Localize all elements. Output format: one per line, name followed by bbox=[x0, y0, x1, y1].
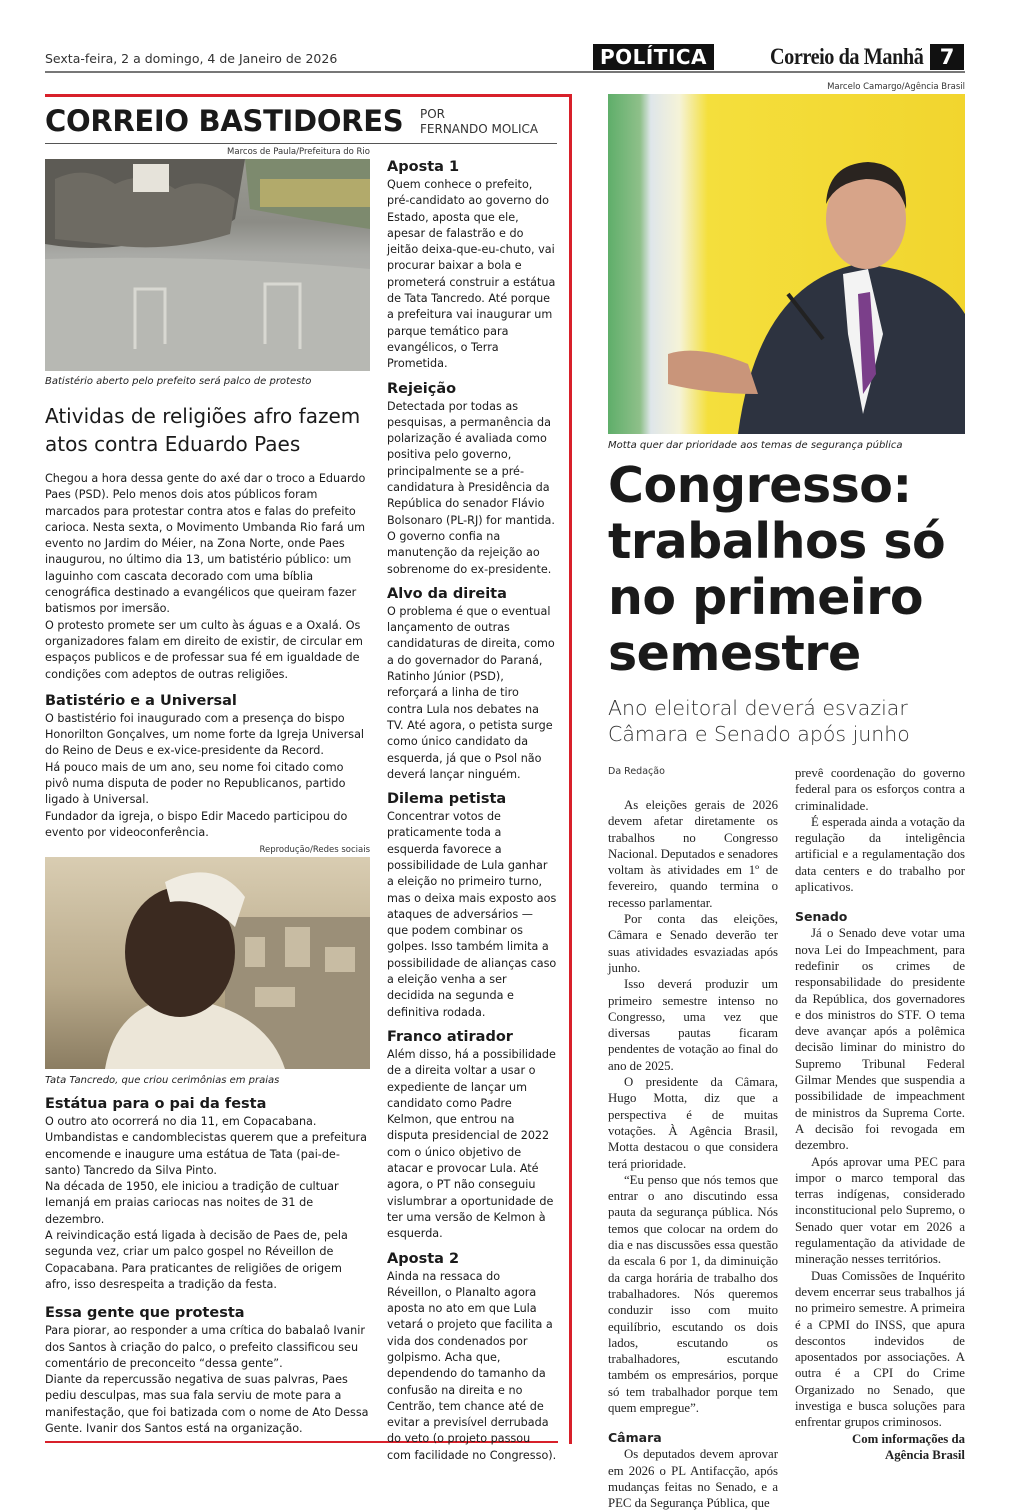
subheading: Estátua para o pai da festa bbox=[45, 1096, 267, 1112]
photo-credit: Reprodução/Redes sociais bbox=[259, 845, 370, 855]
header-divider bbox=[45, 71, 965, 73]
notes-column bbox=[387, 157, 557, 1464]
deck: Ano eleitoral deverá esvaziar Câmara e Senado após junho bbox=[608, 696, 910, 746]
main-headline: Congresso: trabalhos só no primeiro semestre bbox=[608, 457, 946, 682]
paragraph: Já o Senado deve votar uma nova Lei do Impeachment, para redefinir os crimes de responsabilidade do presidente da República, dos governadores e dos ministros do STF. O tema deve avançar após a polêmica decisão liminar do ministro do Supremo Tribunal Federal Gilmar Mendes que suspendia a possibilidade de impeachment de ministros da Suprema Corte. A decisão foi revogada em dezembro. bbox=[795, 926, 965, 1153]
photo-caption: Batistério aberto pelo prefeito será palco de protesto bbox=[45, 376, 312, 387]
story-body-continued bbox=[45, 1094, 370, 1437]
paragraph: É esperada ainda a votação da regulação da inteligência artificial e a regulamentação dos data centers e do trabalho por aplicativos. bbox=[795, 814, 965, 895]
paragraph: Isso deverá produzir um primeiro semestre intenso no Congresso, uma vez que diversas pautas ficaram pendentes de votação ao final do ano de 2025. bbox=[608, 977, 778, 1073]
photo-credit: Marcos de Paula/Prefeitura do Rio bbox=[227, 147, 370, 157]
signoff bbox=[795, 1431, 965, 1464]
paragraph: O presidente da Câmara, Hugo Motta, diz que a perspectiva é de muitas votações. À Agência Brasil, Motta destacou o que considera terá prioridade. bbox=[608, 1075, 778, 1171]
photo-caption: Motta quer dar prioridade aos temas de segurança pública bbox=[608, 440, 903, 451]
column-byline bbox=[420, 107, 538, 137]
paragraph: Há pouco mais de um ano, seu nome foi citado como pivô numa disputa de poder no Republicanos, partido ligado à Universal. bbox=[45, 760, 346, 807]
paragraph: Chegou a hora dessa gente do axé dar o troco a Eduardo Paes (PSD). Pelo menos dois atos públicos foram marcados para protestar contra atos e falas do prefeito carioca. Nesta sexta, o Movimento Umbanda Rio fará um evento no Jardim do Méier, na Zona Norte, onde Paes inaugurou, no último dia 13, um batistério público: um laguinho com cascata decorado com uma bíblia cenográfica destinado a evangélicos que queiram fazer batismos por imersão. bbox=[45, 472, 366, 616]
note-title: Aposta 1 bbox=[387, 159, 460, 175]
article-column-2 bbox=[795, 765, 965, 1463]
note-text: O problema é que o eventual lançamento de outras candidaturas de direita, como a do governador do Paraná, Ratinho Júnior (PSD), reforçará a linha de tiro contra Lula nos debates na TV. Até agora, o petista surge como único candidato da esquerda, já que o Psol não deverá lançar ninguém. bbox=[387, 604, 555, 781]
masthead-logo: Correio da Manhã bbox=[770, 44, 924, 69]
photo-credit: Marcelo Camargo/Agência Brasil bbox=[827, 82, 965, 92]
story-body bbox=[45, 471, 370, 841]
column-title: CORREIO BASTIDORES bbox=[45, 104, 404, 138]
note-title: Franco atirador bbox=[387, 1028, 513, 1045]
subheading-senado: Senado bbox=[795, 909, 848, 925]
baptistery-illustration bbox=[45, 159, 370, 371]
author: Da Redação bbox=[608, 766, 665, 777]
paragraph: Os deputados devem aprovar em 2026 o PL Antifacção, após mudanças feitas no Senado, e a PEC da Segurança Pública, que bbox=[608, 1447, 778, 1511]
portrait-photo bbox=[45, 857, 370, 1069]
note-title: Aposta 2 bbox=[387, 1250, 460, 1267]
portrait-illustration bbox=[45, 857, 370, 1069]
paragraph: Na década de 1950, ele iniciou a tradição de cultuar Iemanjá em praias cariocas nas noites de 31 de dezembro. bbox=[45, 1180, 339, 1226]
paragraph: O outro ato ocorrerá no dia 11, em Copacabana. Umbandistas e candomblecistas querem que a prefeitura encomende e inaugure uma estátua de Tata (pai-de-santo) Tancredo da Silva Pinto. bbox=[45, 1115, 367, 1177]
note-text: Detectada por todas as pesquisas, a permanência da polarização é avaliada como positiva pelo governo, principalmente se a pré-candidatura à Presidência da República do senador Flávio Bolsonaro (PL-RJ) for mantida. O governo confia na manutenção da rejeição ao sobrenome do ex-presidente. bbox=[387, 399, 555, 576]
title-divider bbox=[45, 143, 557, 144]
column-border-right bbox=[569, 94, 572, 1444]
paragraph: prevê coordenação do governo federal para os esforços contra a criminalidade. bbox=[795, 766, 965, 813]
speaker-photo bbox=[608, 94, 965, 434]
paragraph: A reivindicação está ligada à decisão de Paes de, pela segunda vez, criar um palco gospel no Réveillon de Copacabana. Para praticantes de religiões de origem afro, isso desrespeita a tradição da festa. bbox=[45, 1229, 348, 1291]
speaker-illustration bbox=[608, 94, 965, 434]
note-text: Além disso, há a possibilidade de a direita voltar a usar o expediente de lançar um candidato como Padre Kelmon, que entrou na disputa presidencial de 2022 com o único objetivo de atacar e provocar Lula. Até agora, o PT não conseguiu vislumbrar a oportunidade de ter uma versão de Kelmon à esquerda. bbox=[387, 1047, 556, 1241]
paragraph: O bastistério foi inaugurado com a presença do bispo Honorilton Gonçalves, um nome forte da Igreja Universal do Reino de Deus e ex-vice-presidente da Record. bbox=[45, 711, 365, 758]
story-headline: Atividas de religiões afro fazem atos contra Eduardo Paes bbox=[45, 404, 361, 456]
paragraph: As eleições gerais de 2026 devem afetar diretamente os trabalhos no Congresso Nacional. Deputados e senadores voltam às atividades em 1º de fevereiro, quando termina o recesso parlamentar. bbox=[608, 798, 778, 910]
paragraph: Diante da repercussão negativa de suas palvras, Paes pediu desculpas, mas sua fala serviu de mote para a manifestação, que foi batizada com o nome de Ato Dessa Gente. Ivanir dos Santos está na organização. bbox=[45, 1373, 369, 1436]
subheading: Essa gente que protesta bbox=[45, 1305, 245, 1322]
note-text: Concentrar votos de praticamente toda a esquerda favorece a possibilidade de Lula ganhar a eleição no primeiro turno, mas o deixa mais exposto aos ataques de adversários — que podem combinar os golpes. Isso também limita a possibilidade de alianças caso a eleição venha a ser decidida na segunda e definitiva rodada. bbox=[387, 810, 557, 1019]
page-number: 7 bbox=[930, 44, 964, 70]
paragraph: O protesto promete ser um culto às águas e a Oxalá. Os organizadores falam em direito de existir, de circular em espaços publicos e de professar sua fé em igualdade de condições com adeptos de outras religiões. bbox=[45, 618, 363, 681]
note-text: Ainda na ressaca do Réveillon, o Planalto agora aposta no ato em que Lula vetará o projeto que facilita a vida dos condenados por golpismo. Acha que, dependendo do tamanho da confusão na direita e no Centrão, tem chance até de evitar a previsível derrubada do veto (o projeto passou com facilidade no Congresso). bbox=[387, 1269, 557, 1462]
paragraph: Após aprovar uma PEC para impor o marco temporal das terras indígenas, considerado inconstitucional pelo Supremo, o Senado quer votar em 2026 a regulamentação da atividade de mineração nesses territórios. bbox=[795, 1154, 965, 1267]
subheading: Batistério e a Universal bbox=[45, 692, 237, 709]
byline-author: FERNANDO MOLICA bbox=[420, 122, 539, 136]
baptistery-photo bbox=[45, 159, 370, 371]
paragraph: Fundador da igreja, o bispo Edir Macedo participou do evento por videoconferência. bbox=[45, 809, 348, 839]
photo-caption: Tata Tancredo, que criou cerimônias em praias bbox=[45, 1075, 280, 1086]
section-label: POLÍTICA bbox=[593, 44, 714, 70]
note-title: Rejeição bbox=[387, 380, 457, 397]
note-text: Quem conhece o prefeito, pré-candidato ao governo do Estado, aposta que ele, apesar de falastrão e do jeitão deixa-que-eu-chuto, vai procurar baixar a bola e prometerá construir a estátua de Tata Tancredo. Até porque a prefeitura vai inaugurar um parque temático para evangélicos, o Terra Prometida. bbox=[387, 178, 556, 371]
paragraph: “Eu penso que nós temos que entrar o ano discutindo essa pauta da segurança pública. Nós temos que colocar na ordem do dia e nas discussões essa questão da escala 6 por 1, da diminuição da carga horária de trabalho dos trabalhadores. Nós queremos conduzir isso com muito equilíbrio, escutando os dois lados, escutando os trabalhadores, escutando também os empresários, porque só tem trabalhador porque tem quem empregue”. bbox=[608, 1172, 778, 1415]
subheading-camara: Câmara bbox=[608, 1430, 662, 1446]
note-title: Alvo da direita bbox=[387, 585, 507, 602]
article-column-1 bbox=[608, 797, 778, 1511]
column-border-top bbox=[45, 94, 572, 97]
paragraph: Duas Comissões de Inquérito devem encerrar seus trabalhos já no primeiro semestre. A primeira é a CPMI do INSS, que apura descontos indevidos de aposentados por associações. A outra é a CPI do Crime Organizado no Senado, que investiga e busca soluções para enfrentar grupos criminosos. bbox=[795, 1268, 965, 1430]
signoff-line: Agência Brasil bbox=[885, 1447, 965, 1462]
byline-por: POR bbox=[420, 107, 446, 121]
paragraph: Para piorar, ao responder a uma crítica do babalaô Ivanir dos Santos à criação do palco, o prefeito classificou seu comentário de preconceito “dessa gente”. bbox=[45, 1324, 365, 1370]
signoff-line: Com informações da bbox=[851, 1431, 965, 1446]
note-title: Dilema petista bbox=[387, 791, 507, 808]
paragraph: Por conta das eleições, Câmara e Senado deverão ter suas atividades esvaziadas após junho. bbox=[608, 912, 778, 975]
issue-date: Sexta-feira, 2 a domingo, 4 de Janeiro de 2026 bbox=[45, 51, 338, 66]
